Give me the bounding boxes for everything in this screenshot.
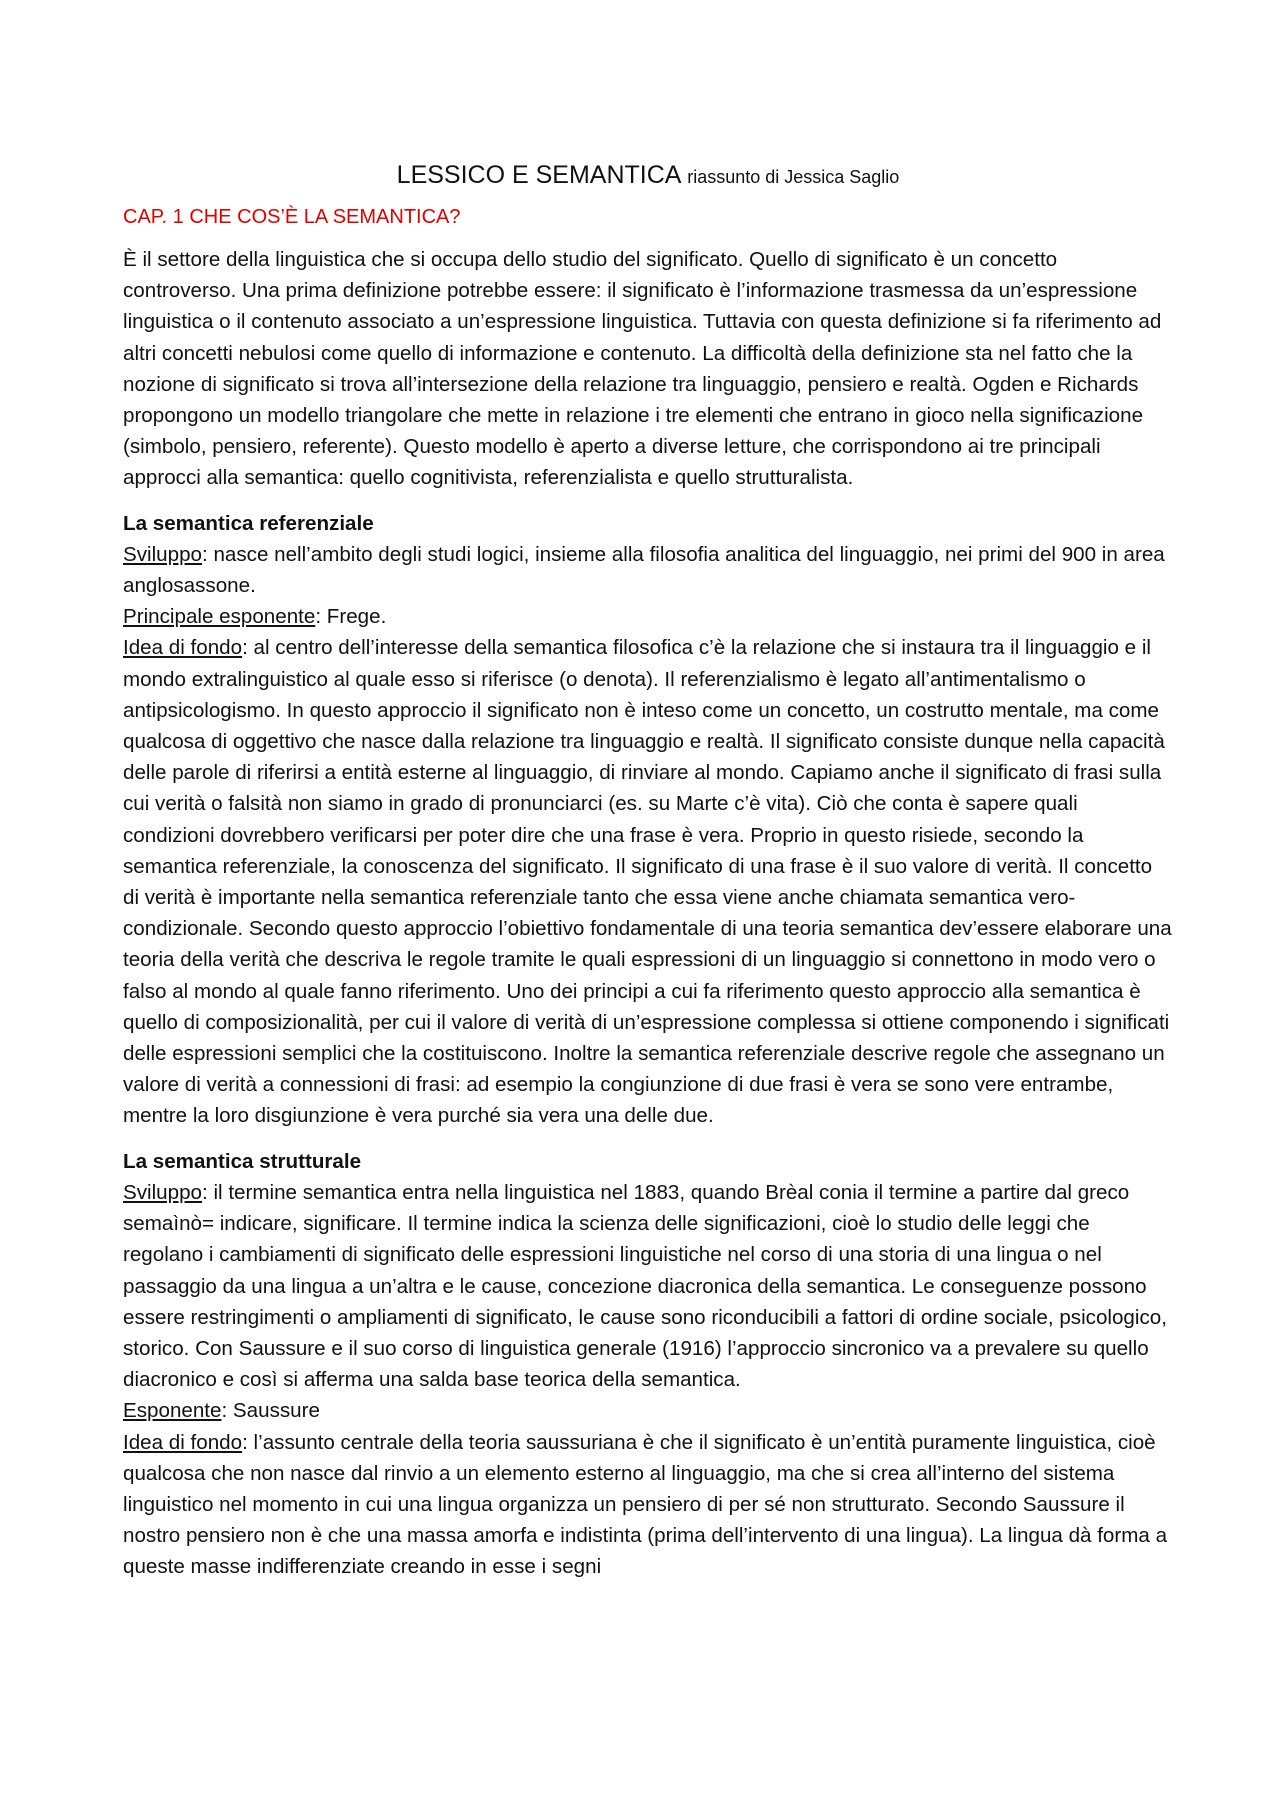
esponente-label: Esponente: [123, 1399, 222, 1423]
esponente-label: Principale esponente: [123, 605, 316, 629]
section-strutturale: [123, 1146, 1173, 1583]
sviluppo-paragraph: [123, 1177, 1173, 1395]
idea-label: Idea di fondo: [123, 636, 243, 660]
sviluppo-paragraph: [123, 539, 1173, 601]
section-heading: La semantica strutturale: [123, 1149, 362, 1173]
idea-label: Idea di fondo: [123, 1430, 243, 1454]
esponente-paragraph: [123, 601, 1173, 632]
chapter-heading: CAP. 1 CHE COS’È LA SEMANTICA?: [123, 206, 461, 228]
esponente-text: : Saussure: [221, 1399, 320, 1423]
esponente-paragraph: [123, 1395, 1173, 1426]
document-content: [123, 158, 1173, 1597]
section-heading: La semantica referenziale: [123, 511, 374, 535]
section-referenziale: [123, 508, 1173, 1132]
idea-text: : l’assunto centrale della teoria saussuriana è che il significato è un’entità puramente linguistica, cioè qualcosa che non nasce dal rinvio a un elemento esterno al linguaggio, ma che si crea all’interno del sistema linguistico nel momento in cui una lingua organizza un pensiero di per sé non strutturato. Secondo Saussure il nostro pensiero non è che una massa amorfa e indistinta (prima dell’intervento di una lingua). La lingua dà forma a queste masse indifferenziate creando in esse i segni: [123, 1430, 1168, 1579]
esponente-text: : Frege.: [315, 605, 387, 629]
idea-paragraph: [123, 632, 1173, 1131]
sviluppo-text: : nasce nell’ambito degli studi logici, insieme alla filosofia analitica del linguaggio, nei primi del 900 in area anglosassone.: [123, 542, 1165, 598]
sviluppo-text: : il termine semantica entra nella linguistica nel 1883, quando Brèal conia il termine a partire dal greco semaìnò= indicare, significare. Il termine indica la scienza delle significazioni, cioè lo studio delle leggi che regolano i cambiamenti di significato delle espressioni linguistiche nel corso di una storia di una lingua o nel passaggio da una lingua a un’altra e le cause, concezione diacronica della semantica. Le conseguenze possono essere restringimenti o ampliamenti di significato, le cause sono riconducibili a fattori di ordine sociale, psicologico, storico. Con Saussure e il suo corso di linguistica generale (1916) l’approccio sincronico va a prevalere su quello diacronico e così si afferma una salda base teorica della semantica.: [123, 1180, 1167, 1392]
intro-paragraph: È il settore della linguistica che si occupa dello studio del significato. Quello di significato è un concetto controverso. Una prima definizione potrebbe essere: il significato è l’informazione trasmessa da un’espressione linguistica o il contenuto associato a un’espressione linguistica. Tuttavia con questa definizione si fa riferimento ad altri concetti nebulosi come quello di informazione e contenuto. La difficoltà della definizione sta nel fatto che la nozione di significato si trova all’intersezione della relazione tra linguaggio, pensiero e realtà. Ogden e Richards propongono un modello triangolare che mette in relazione i tre elementi che entrano in gioco nella significazione (simbolo, pensiero, referente). Questo modello è aperto a diverse letture, che corrispondono ai tre principali approcci alla semantica: quello cognitivista, referenzialista e quello strutturalista.: [123, 248, 1162, 490]
sviluppo-label: Sviluppo: [123, 542, 202, 566]
sviluppo-label: Sviluppo: [123, 1180, 202, 1204]
title-main: LESSICO E SEMANTICA: [396, 161, 682, 189]
title-subtitle: riassunto di Jessica Saglio: [687, 167, 900, 187]
document-title: [123, 158, 1173, 194]
idea-paragraph: [123, 1427, 1173, 1583]
idea-text: : al centro dell’interesse della semantica filosofica c’è la relazione che si instaura tra il linguaggio e il mondo extralinguistico al quale esso si riferisce (o denota). Il referenzialismo è legato all’antimentalismo o antipsicologismo. In questo approccio il significato non è inteso come un concetto, un costrutto mentale, ma come qualcosa di oggettivo che nasce dalla relazione tra linguaggio e realtà. Il significato consiste dunque nella capacità delle parole di riferirsi a entità esterne al linguaggio, di rinviare al mondo. Capiamo anche il significato di frasi sulla cui verità o falsità non siamo in grado di pronunciarci (es. su Marte c’è vita). Ciò che conta è sapere quali condizioni dovrebbero verificarsi per poter dire che una frase è vera. Proprio in questo risiede, secondo la semantica referenziale, la conoscenza del significato. Il significato di una frase è il suo valore di verità. Il concetto di verità è importante nella semantica referenziale tanto che essa viene anche chiamata semantica vero-condizionale. Secondo questo approccio l’obiettivo fondamentale di una teoria semantica dev’essere elaborare una teoria della verità che descriva le regole tramite le quali espressioni di un linguaggio si connettono in modo vero o falso al mondo al quale fanno riferimento. Uno dei principi a cui fa riferimento questo approccio alla semantica è quello di composizionalità, per cui il valore di verità di un’espressione complessa si ottiene componendo i significati delle espressioni semplici che la costituiscono. Inoltre la semantica referenziale descrive regole che assegnano un valore di verità a connessioni di frasi: ad esempio la congiunzione di due frasi è vera se sono vere entrambe, mentre la loro disgiunzione è vera purché sia vera una delle due.: [123, 636, 1172, 1128]
